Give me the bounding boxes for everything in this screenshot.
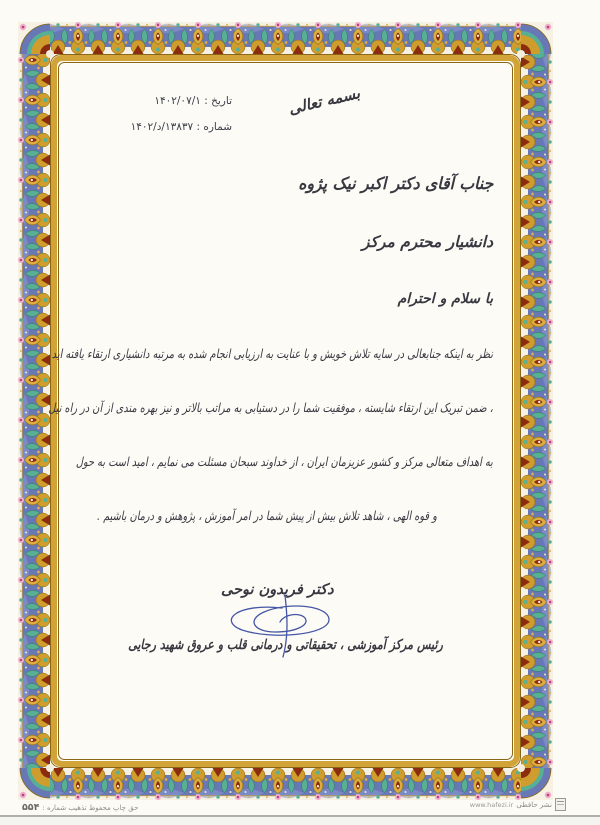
publisher-logo-icon	[555, 798, 566, 811]
publisher-credit	[470, 798, 566, 811]
letter-number: شماره : ۱۳۸۳۷/د/۱۴۰۲	[130, 121, 232, 133]
publisher-website: www.hafezi.ir	[469, 800, 514, 809]
tazhib-design-number: ۵۵۴	[22, 802, 40, 813]
body-line: و قوه الهی ، شاهد تلاش بیش از پیش شما در امر آموزش ، پژوهش و درمان باشیم .	[97, 508, 437, 523]
body-line: نظر به اینکه جنابعالی در سایه تلاش خویش و با عنایت به ارزیابی انجام شده به مرتبه دانشیاری ارتقاء یافته اید	[51, 346, 493, 361]
signatory-title: رئیس مرکز آموزشی ، تحقیقاتی و درمانی قلب و عروق شهید رجایی	[128, 637, 443, 653]
bismillah: بسمه تعالی	[286, 84, 362, 118]
recipient-role: دانشیار محترم مرکز	[362, 233, 493, 251]
body-line: به اهداف متعالی مرکز و کشور عزیزمان ایران ، از خداوند سبحان مسئلت می نمایم ، امید است به حول	[76, 454, 493, 469]
publisher-name: نشر حافظی	[516, 800, 552, 809]
signatory-name: دکتر فریدون نوحی	[221, 582, 334, 598]
letter-meta-block	[131, 88, 232, 140]
body-line: ، ضمن تبریک این ارتقاء شایسته ، موفقیت شما را در دستیابی به مراتب بالاتر و نیز بهره مندی از آن در راه نیل	[48, 400, 493, 415]
copyright-note: حق چاپ محفوظ تذهیب شماره :	[42, 804, 139, 812]
scan-margin	[0, 817, 600, 825]
letter-date: تاریخ : ۱۴۰۲/۰۷/۱	[154, 95, 232, 107]
salutation: با سلام و احترام	[397, 291, 493, 307]
letter-body	[0, 334, 493, 550]
recipient-name: جناب آقای دکتر اکبر نیک پژوه	[297, 174, 493, 193]
print-copyright	[22, 802, 138, 813]
